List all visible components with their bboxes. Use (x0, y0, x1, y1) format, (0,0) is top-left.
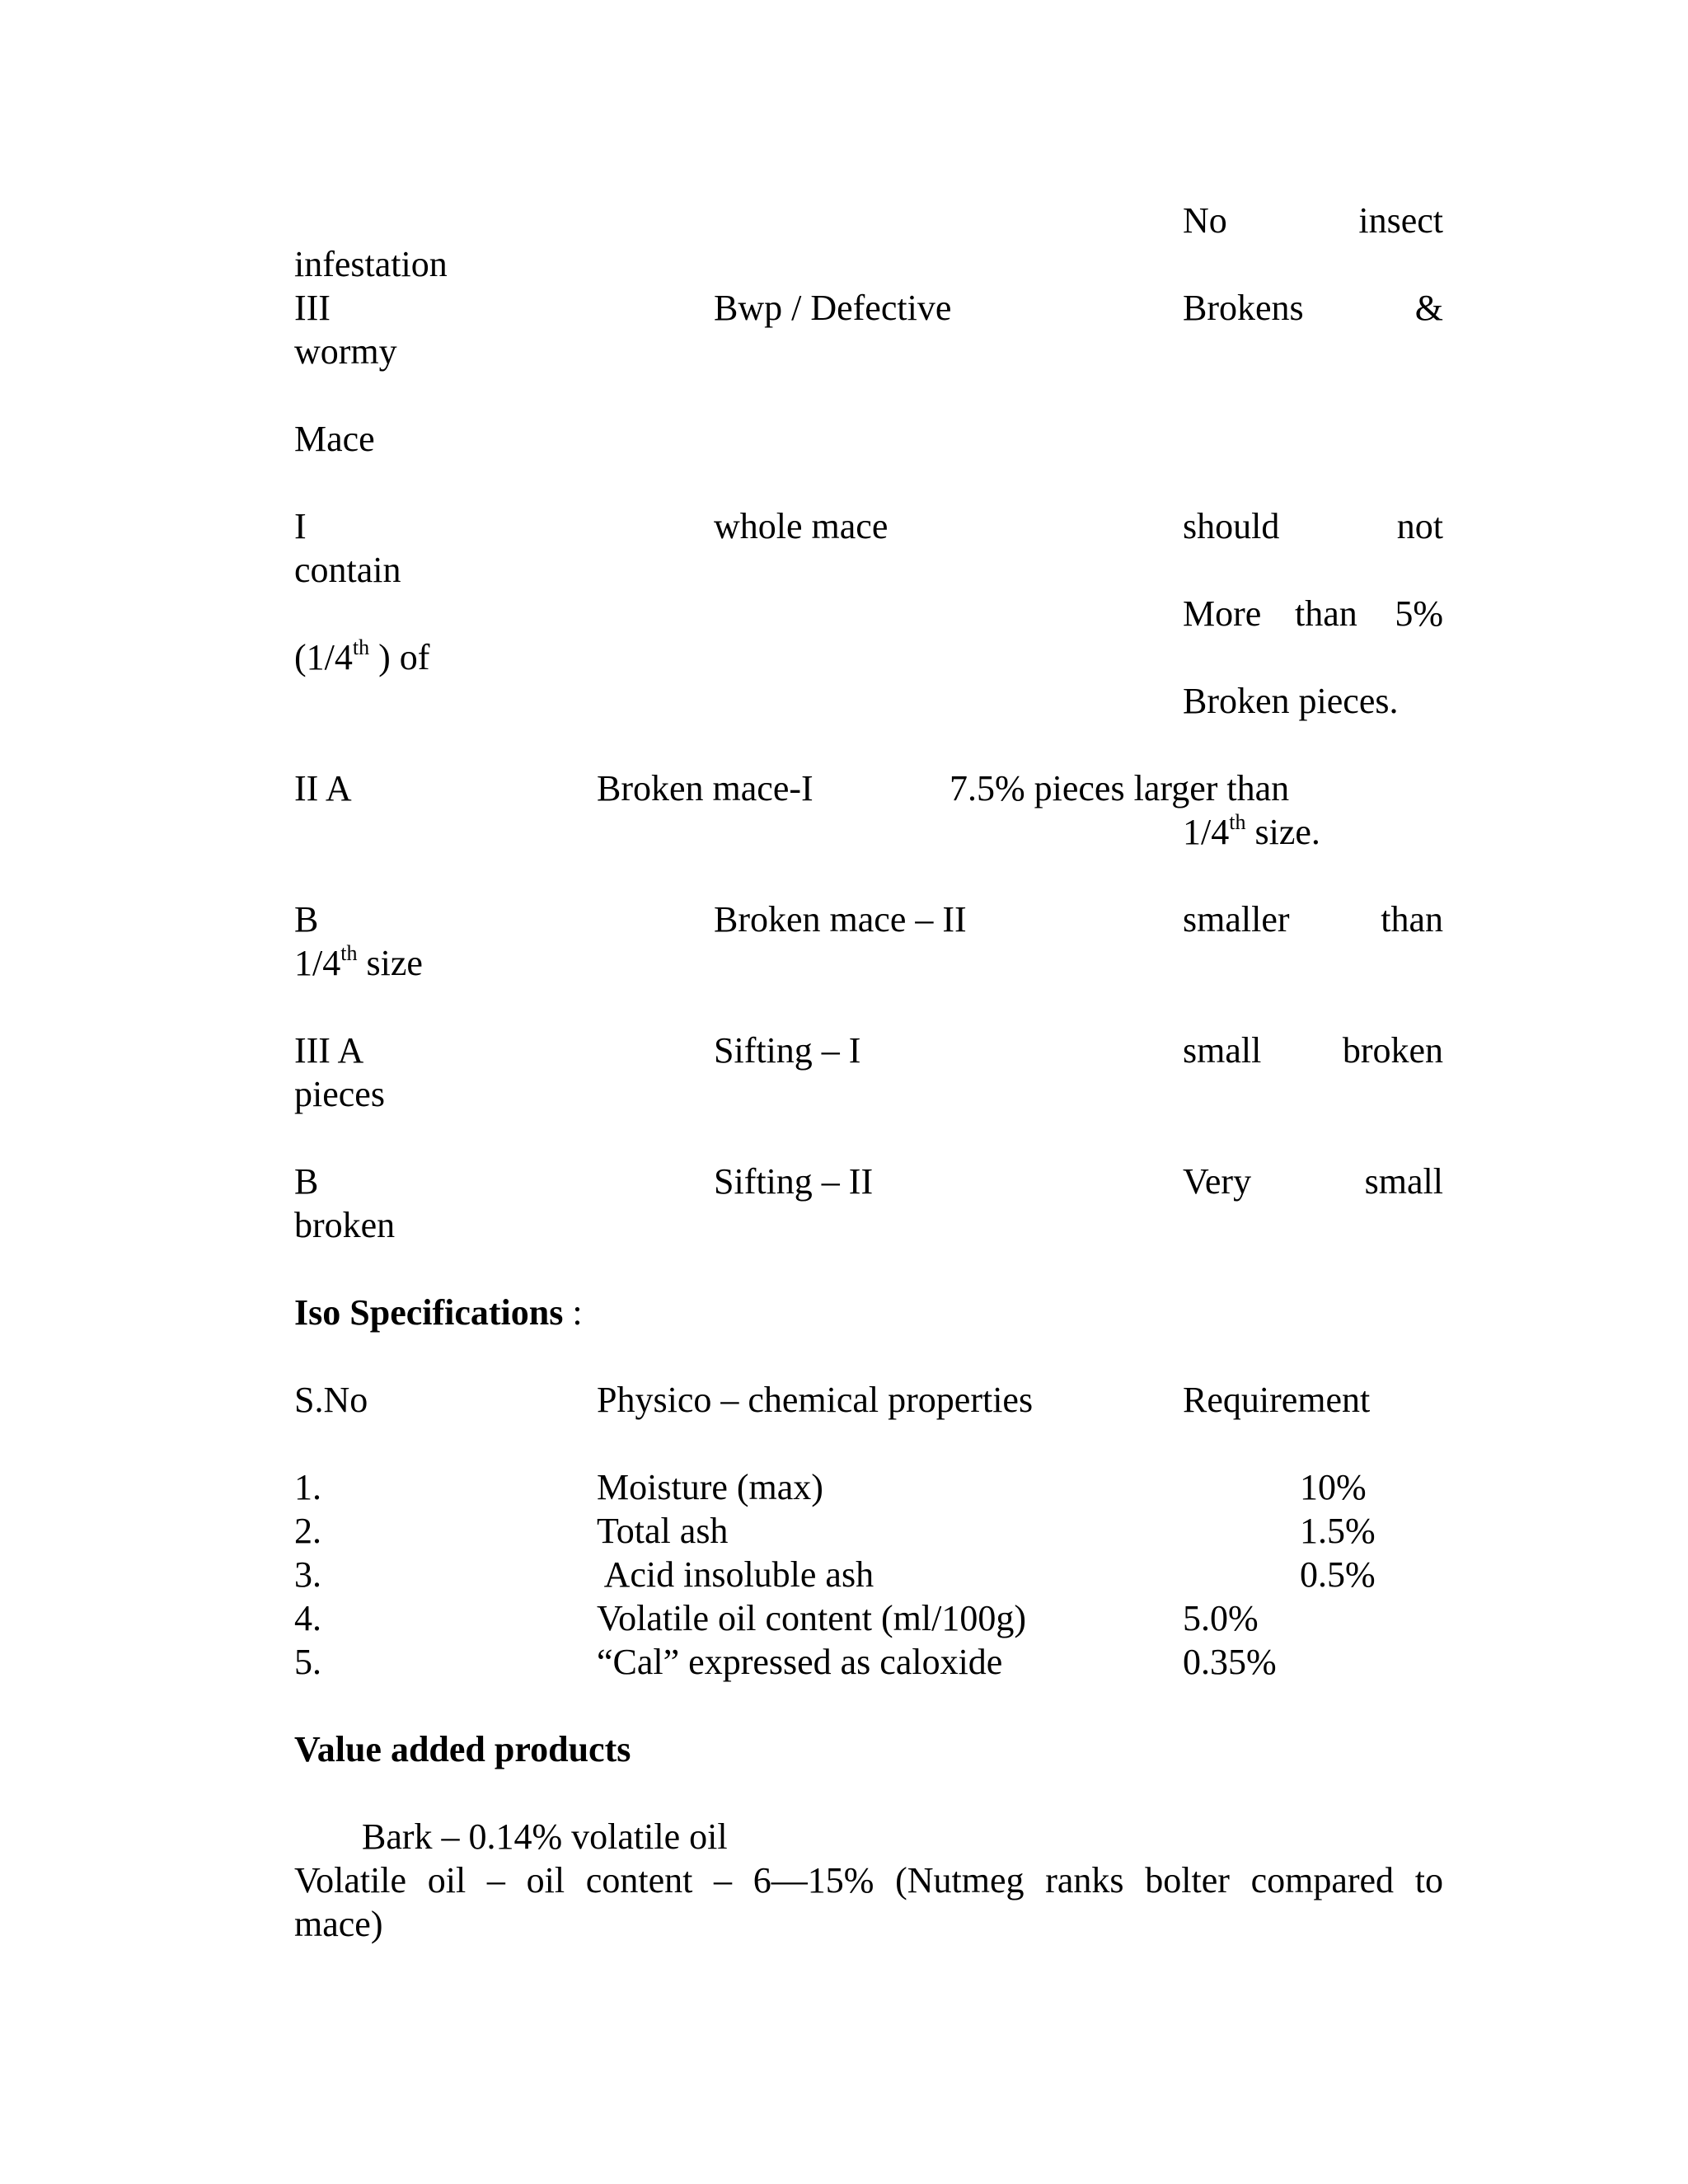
mace-IIB-spec-word1: smaller (1183, 899, 1290, 940)
iso-row-sno: 1. (294, 1467, 321, 1507)
grade-III-spec-left: Brokens (1183, 288, 1304, 328)
iso-row-sno: 3. (294, 1554, 321, 1595)
iso-heading (294, 1292, 583, 1333)
mace-IIA-name: Broken mace-I (597, 768, 814, 808)
fraction-post: ) of (369, 637, 430, 677)
grade-III-name: Bwp / Defective (714, 288, 952, 328)
iso-row-property: “Cal” expressed as caloxide (597, 1642, 1003, 1682)
value-added-line1: Bark – 0.14% volatile oil (362, 1816, 728, 1857)
mace-IIA-grade: II A (294, 768, 352, 808)
mace-I-spec-word1: should (1183, 506, 1280, 546)
mace-IIA-spec2 (1183, 810, 1320, 852)
iso-heading-colon: : (563, 1292, 583, 1333)
iso-row-property: Acid insoluble ash (597, 1554, 874, 1595)
mace-I-grade: I (294, 506, 307, 546)
mace-I-spec3: Broken pieces. (1183, 681, 1399, 721)
iso-col-sno: S.No (294, 1380, 368, 1420)
iso-row-requirement: 0.5% (1300, 1554, 1376, 1595)
mace-I-name: whole mace (714, 506, 889, 546)
mace-I-spec-wrap: contain (294, 550, 401, 590)
mace-IIIB-spec-wrap: broken (294, 1205, 396, 1245)
fraction-post: size (357, 943, 423, 983)
mace-IIIA-spec-word1: small (1183, 1030, 1262, 1071)
insect-fragment-right: insect (1358, 200, 1443, 241)
mace-IIA-spec: 7.5% pieces larger than (950, 768, 1290, 808)
fraction-sup: th (1229, 810, 1246, 834)
iso-row-sno: 5. (294, 1642, 321, 1682)
mace-IIB-spec-word2: than (1381, 899, 1443, 940)
mace-I-spec2-word1: More (1183, 593, 1262, 634)
mace-IIB-grade: B (294, 899, 319, 940)
iso-row-requirement: 10% (1300, 1467, 1367, 1507)
mace-I-spec2-word2: than (1295, 593, 1357, 634)
grade-III-spec-wrap: wormy (294, 331, 397, 372)
mace-IIIA-spec-wrap: pieces (294, 1074, 385, 1114)
iso-row-requirement: 1.5% (1300, 1511, 1376, 1551)
mace-IIIA-name: Sifting – I (714, 1030, 861, 1071)
iso-row-property: Moisture (max) (597, 1467, 823, 1507)
fraction-sup: th (352, 635, 370, 659)
fraction-text: 1/4 (1183, 812, 1230, 852)
mace-IIIA-spec-word2: broken (1342, 1030, 1443, 1071)
fraction-text: 1/4 (294, 943, 341, 983)
iso-col-property: Physico – chemical properties (597, 1380, 1034, 1420)
value-added-heading: Value added products (294, 1729, 631, 1769)
mace-heading: Mace (294, 419, 375, 459)
grade-III-spec-right: & (1414, 288, 1443, 328)
iso-row-property: Volatile oil content (ml/100g) (597, 1598, 1026, 1638)
iso-col-requirement: Requirement (1183, 1380, 1371, 1420)
mace-IIB-spec-wrap (294, 941, 423, 983)
iso-row-sno: 2. (294, 1511, 321, 1551)
iso-heading-text: Iso Specifications (294, 1292, 564, 1333)
mace-IIIB-spec-word2: small (1364, 1161, 1443, 1202)
mace-IIB-name: Broken mace – II (714, 899, 967, 940)
infestation-wrap: infestation (294, 244, 448, 284)
mace-IIIA-grade: III A (294, 1030, 364, 1071)
iso-row-sno: 4. (294, 1598, 321, 1638)
mace-I-spec-word2: not (1396, 506, 1443, 546)
fraction-sup: th (340, 941, 358, 965)
grade-III-label: III (294, 288, 331, 328)
iso-row-requirement: 5.0% (1183, 1598, 1259, 1638)
mace-IIIB-name: Sifting – II (714, 1161, 874, 1202)
fraction-text: (1/4 (294, 637, 353, 677)
fraction-post: size. (1245, 812, 1320, 852)
mace-I-spec2-word3: 5% (1395, 593, 1443, 634)
mace-IIIB-grade: B (294, 1161, 319, 1202)
value-added-line3: mace) (294, 1904, 383, 1944)
mace-I-fraction (294, 635, 430, 677)
iso-row-property: Total ash (597, 1511, 729, 1551)
iso-row-requirement: 0.35% (1183, 1642, 1277, 1682)
value-added-line2: Volatile oil – oil content – 6—15% (Nutmeg ranks bolter compared to (294, 1860, 1443, 1900)
insect-fragment-left: No (1183, 200, 1227, 241)
mace-IIIB-spec-word1: Very (1183, 1161, 1252, 1202)
